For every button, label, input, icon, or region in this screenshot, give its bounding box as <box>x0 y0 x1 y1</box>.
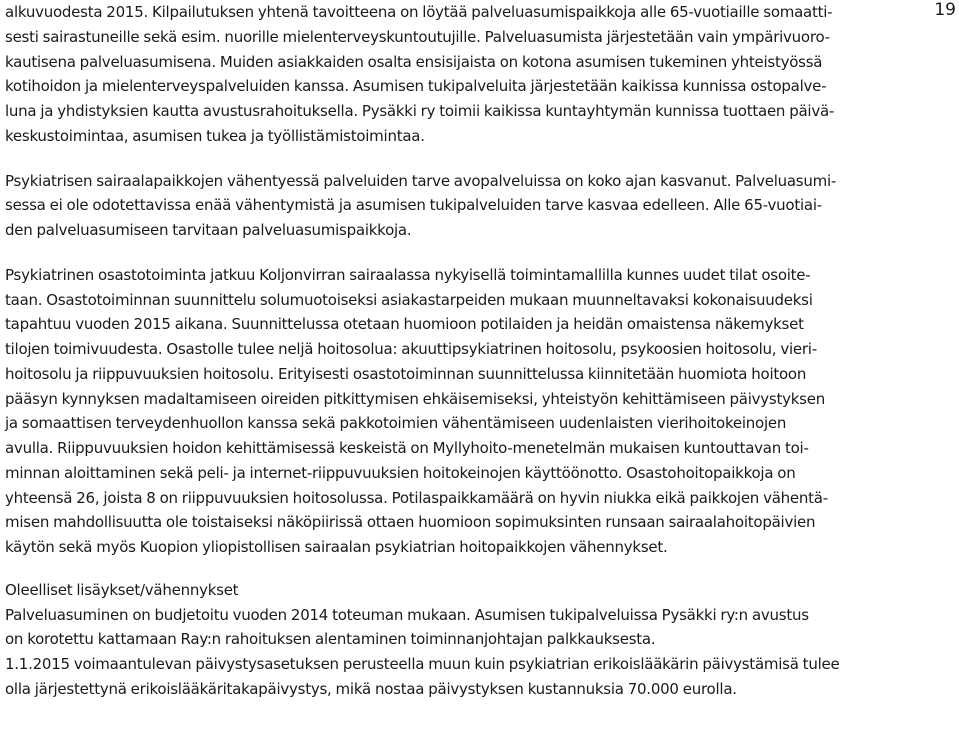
text-line: sessa ei ole odotettavissa enää vähentymistä ja asumisen tukipalveluiden tarve kasvaa edelleen. Alle 65-vuotiai- <box>5 196 822 215</box>
text-line: olla järjestettynä erikoislääkäritakapäivystys, mikä nostaa päivystyksen kustannuksia 70.000 eurolla. <box>5 679 737 698</box>
text-line: alkuvuodesta 2015. Kilpailutuksen yhtenä tavoitteena on löytää palveluasumispaikkoja alle 65-vuotiaille somaatti- <box>5 3 833 21</box>
text-line: keskustoimintaa, asumisen tukea ja työllistämistoimintaa. <box>5 126 425 145</box>
text-line: Palveluasuminen on budjetoitu vuoden 2014 toteuman mukaan. Asumisen tukipalveluissa Pysäkki ry:n avustus <box>5 605 809 624</box>
text-line: minnan aloittaminen sekä peli- ja internet-riippuvuuksien hoitokeinojen käyttöönotto. Osastohoitopaikkoja on <box>5 463 796 482</box>
text-line: den palveluasumiseen tarvitaan palveluasumispaikkoja. <box>5 221 412 239</box>
paragraph-additions-reductions <box>5 578 955 702</box>
text-line: Psykiatrisen sairaalapaikkojen vähentyessä palveluiden tarve avopalveluissa on koko ajan kasvanut. Palveluasumi- <box>5 171 837 190</box>
text-line: on korotettu kattamaan Ray:n rahoituksen alentaminen toiminnanjohtajan palkkauksesta. <box>5 630 656 649</box>
page-number: 19 <box>934 0 956 20</box>
text-line: kotihoidon ja mielenterveyspalveluiden kanssa. Asumisen tukipalveluita järjestetään kaikissa kunnissa ostopalve- <box>5 77 827 96</box>
text-line: ja somaattisen terveydenhuollon kanssa sekä pakkotoimien vähentämiseen uudenlaisten vierihoitokeinojen <box>5 414 787 433</box>
text-line: pääsyn kynnyksen madaltamiseen oireiden pitkittymisen ehkäisemiseksi, yhteistyön kehittämiseen päivystyksen <box>5 389 825 408</box>
text-line: käytön sekä myös Kuopion yliopistollisen sairaalan psykiatrian hoitopaikkojen vähennykset. <box>5 538 668 556</box>
text-line: sesti sairastuneille sekä esim. nuorille mielenterveyskuntoutujille. Palveluasumista järjestetään vain ympärivuoro- <box>5 27 830 46</box>
text-line: misen mahdollisuutta ole toistaiseksi näköpiirissä ottaen huomioon sopimuksinten runsaan sairaalahoitopäivien <box>5 513 816 532</box>
document-body <box>5 0 955 702</box>
text-line: tapahtuu vuoden 2015 aikana. Suunnittelussa otetaan huomioon potilaiden ja heidän omaistensa näkemykset <box>5 315 804 334</box>
text-line: tilojen toimivuudesta. Osastolle tulee neljä hoitosolua: akuuttipsykiatrinen hoitosolu, psykoosien hoitosolu, vieri- <box>5 340 817 358</box>
text-line: kautisena palveluasumisena. Muiden asiakkaiden osalta ensisijaista on kotona asumisen tukeminen yhteistyössä <box>5 52 823 71</box>
section-heading: Oleelliset lisäykset/vähennykset <box>5 580 239 599</box>
paragraph-outpatient-needs <box>5 169 955 243</box>
text-line: luna ja yhdistyksien kautta avustusrahoituksella. Pysäkki ry toimii kaikissa kuntayhtymän kunnissa tuottaen päivä- <box>5 102 835 120</box>
text-line: Psykiatrinen osastotoiminta jatkuu Koljonvirran sairaalassa nykyisellä toimintamallilla kunnes uudet tilat osoite- <box>5 265 811 284</box>
paragraph-housing-services <box>5 0 955 149</box>
text-line: taan. Osastotoiminnan suunnittelu solumuotoiseksi asiakastarpeiden mukaan muunneltavaksi kokonaisuudeksi <box>5 290 813 309</box>
paragraph-ward-operations <box>5 263 955 560</box>
text-line: hoitosolu ja riippuvuuksien hoitosolu. Erityisesti osastotoiminnan suunnittelussa kiinnitetään huomiota hoitoon <box>5 364 807 383</box>
text-line: yhteensä 26, joista 8 on riippuvuuksien hoitosolussa. Potilaspaikkamäärä on hyvin niukka eikä paikkojen vähentä- <box>5 488 828 507</box>
text-line: avulla. Riippuvuuksien hoidon kehittämisessä keskeistä on Myllyhoito-menetelmän mukaisen kuntouttavan toi- <box>5 439 809 457</box>
text-line: 1.1.2015 voimaantulevan päivystysasetuksen perusteella muun kuin psykiatrian erikoislääkärin päivystämisä tulee <box>5 655 840 673</box>
